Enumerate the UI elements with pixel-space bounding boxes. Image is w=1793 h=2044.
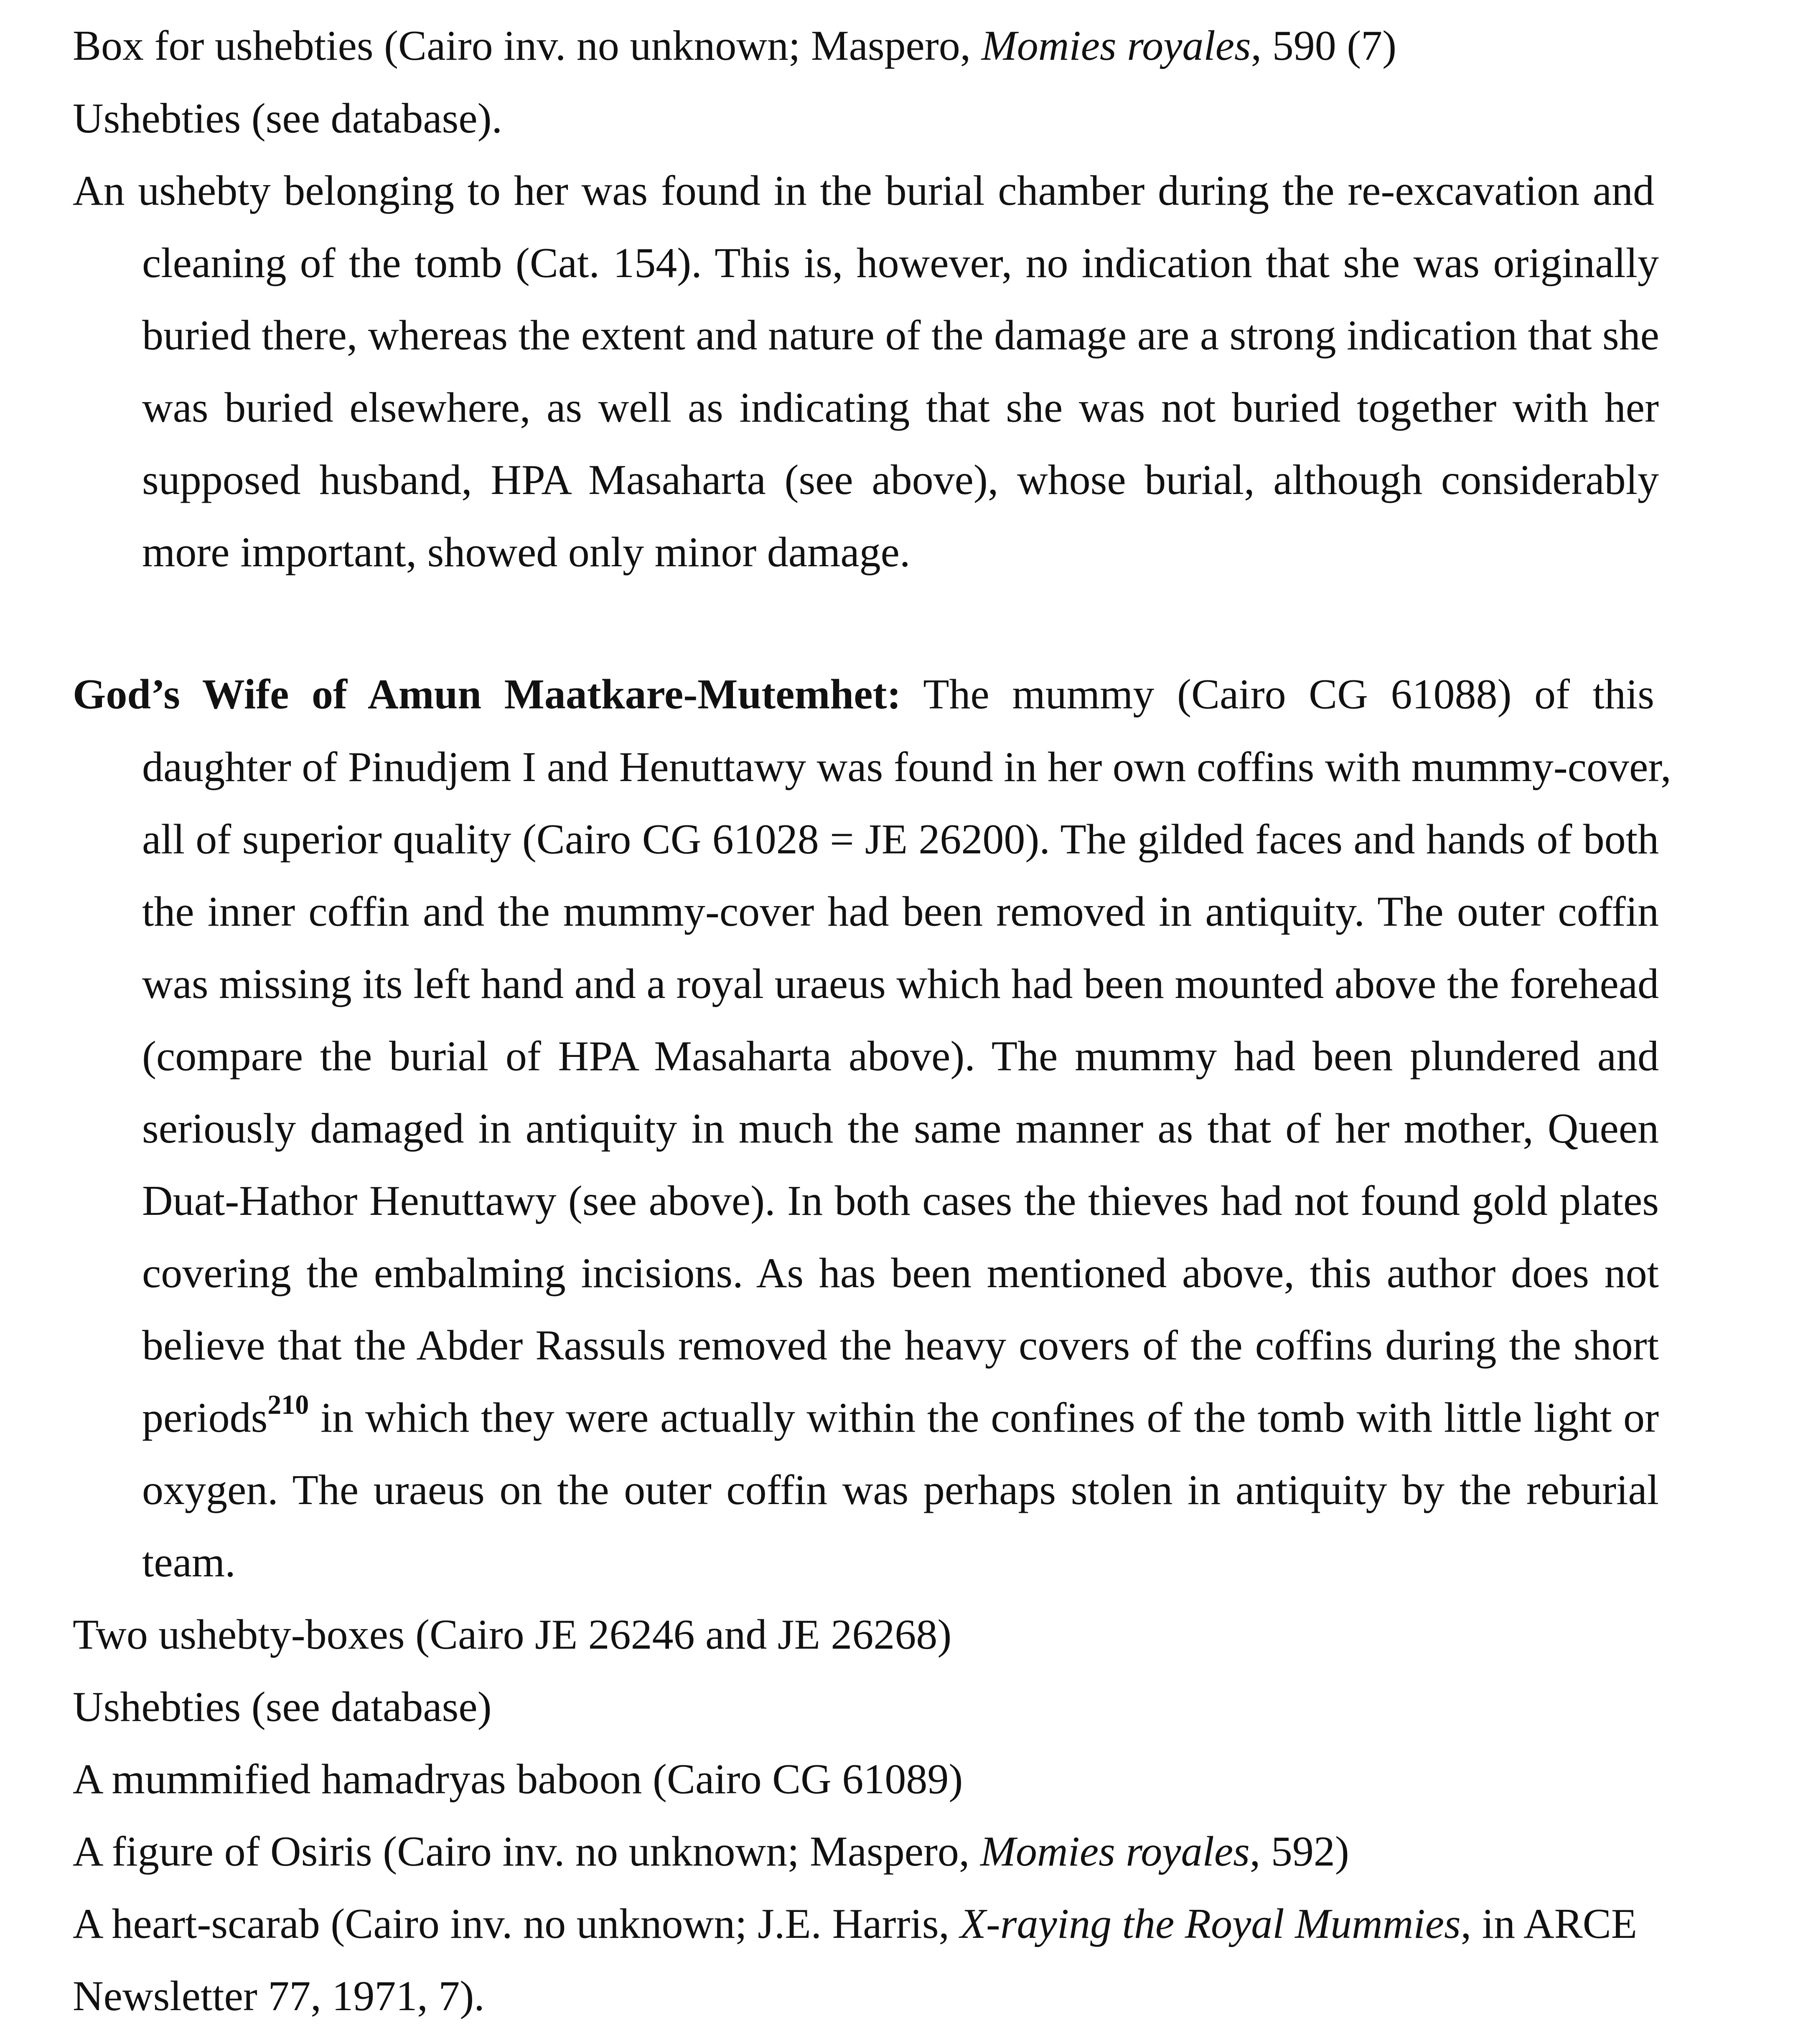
paragraph-line: supposed husband, HPA Masaharta (see above), whose burial, although considerably bbox=[142, 456, 1659, 504]
entry-text: The mummy (Cairo CG 61088) of this bbox=[923, 671, 1654, 718]
paragraph-line: team. bbox=[142, 1539, 236, 1586]
ushebti-box-title: Momies royales bbox=[981, 22, 1251, 69]
paragraph-line: daughter of Pinudjem I and Henuttawy was found in her own coffins with mummy-cover, bbox=[142, 743, 1671, 791]
paragraph-line: seriously damaged in antiquity in much the same manner as that of her mother, Queen bbox=[142, 1105, 1659, 1152]
entry-heading-line bbox=[73, 669, 1654, 720]
entry-heading: God’s Wife of Amun Maatkare-Mutemhet: bbox=[73, 671, 901, 718]
list-item: Two ushebty-boxes (Cairo JE 26246 and JE 26268) bbox=[73, 1611, 952, 1658]
footnote-line bbox=[142, 1390, 1659, 1443]
list-item bbox=[73, 1827, 1349, 1877]
osiris-title: Momies royales bbox=[980, 1828, 1250, 1875]
paragraph-line: the inner coffin and the mummy-cover had been removed in antiquity. The outer coffin bbox=[142, 888, 1659, 935]
paragraph-line: was buried elsewhere, as well as indicating that she was not buried together with her bbox=[142, 384, 1659, 431]
ushebties-entry: Ushebties (see database). bbox=[73, 95, 503, 142]
scarab-ref: , in ARCE bbox=[1460, 1900, 1637, 1947]
paragraph-line: (compare the burial of HPA Masaharta above). The mummy had been plundered and bbox=[142, 1033, 1659, 1080]
scarab-title: X-raying the Royal Mummies bbox=[960, 1900, 1461, 1947]
list-item: Ushebties (see database) bbox=[73, 1683, 492, 1731]
paragraph-line: An ushebty belonging to her was found in the burial chamber during the re-excavation and bbox=[73, 167, 1654, 214]
paragraph-line: cleaning of the tomb (Cat. 154). This is, however, no indication that she was originally bbox=[142, 239, 1659, 287]
osiris-text: A figure of Osiris (Cairo inv. no unknown; Maspero, bbox=[73, 1828, 980, 1875]
paragraph-line: oxygen. The uraeus on the outer coffin was perhaps stolen in antiquity by the reburial bbox=[142, 1466, 1659, 1514]
paragraph-line: believe that the Abder Rassuls removed the heavy covers of the coffins during the short bbox=[142, 1322, 1659, 1369]
paragraph-line: Duat-Hathor Henuttawy (see above). In both cases the thieves had not found gold plates bbox=[142, 1177, 1659, 1224]
paragraph-line: buried there, whereas the extent and nature of the damage are a strong indication that she bbox=[142, 312, 1659, 359]
paragraph-line: covering the embalming incisions. As has been mentioned above, this author does not bbox=[142, 1250, 1659, 1297]
footnote-reference: 210 bbox=[267, 1390, 309, 1420]
paragraph-line: all of superior quality (Cairo CG 61028 = JE 26200). The gilded faces and hands of both bbox=[142, 816, 1659, 863]
scarab-text: A heart-scarab (Cairo inv. no unknown; J.E. Harris, bbox=[73, 1900, 960, 1947]
footnote-line-rest: in which they were actually within the confines of the tomb with little light or bbox=[309, 1394, 1659, 1441]
osiris-ref: , 592) bbox=[1249, 1828, 1349, 1875]
footnote-line-start: periods bbox=[142, 1394, 268, 1441]
list-item bbox=[73, 1899, 1637, 1949]
paragraph-line: more important, showed only minor damage. bbox=[142, 529, 910, 576]
list-item: Newsletter 77, 1971, 7). bbox=[73, 1973, 485, 2020]
list-item: A mummified hamadryas baboon (Cairo CG 61089) bbox=[73, 1756, 963, 1803]
ushebti-box-ref: , 590 (7) bbox=[1251, 22, 1397, 69]
ushebti-box-text: Box for ushebties (Cairo inv. no unknown; Maspero, bbox=[73, 22, 982, 69]
ushebti-box-entry bbox=[73, 21, 1396, 71]
paragraph-line: was missing its left hand and a royal uraeus which had been mounted above the forehead bbox=[142, 960, 1659, 1008]
